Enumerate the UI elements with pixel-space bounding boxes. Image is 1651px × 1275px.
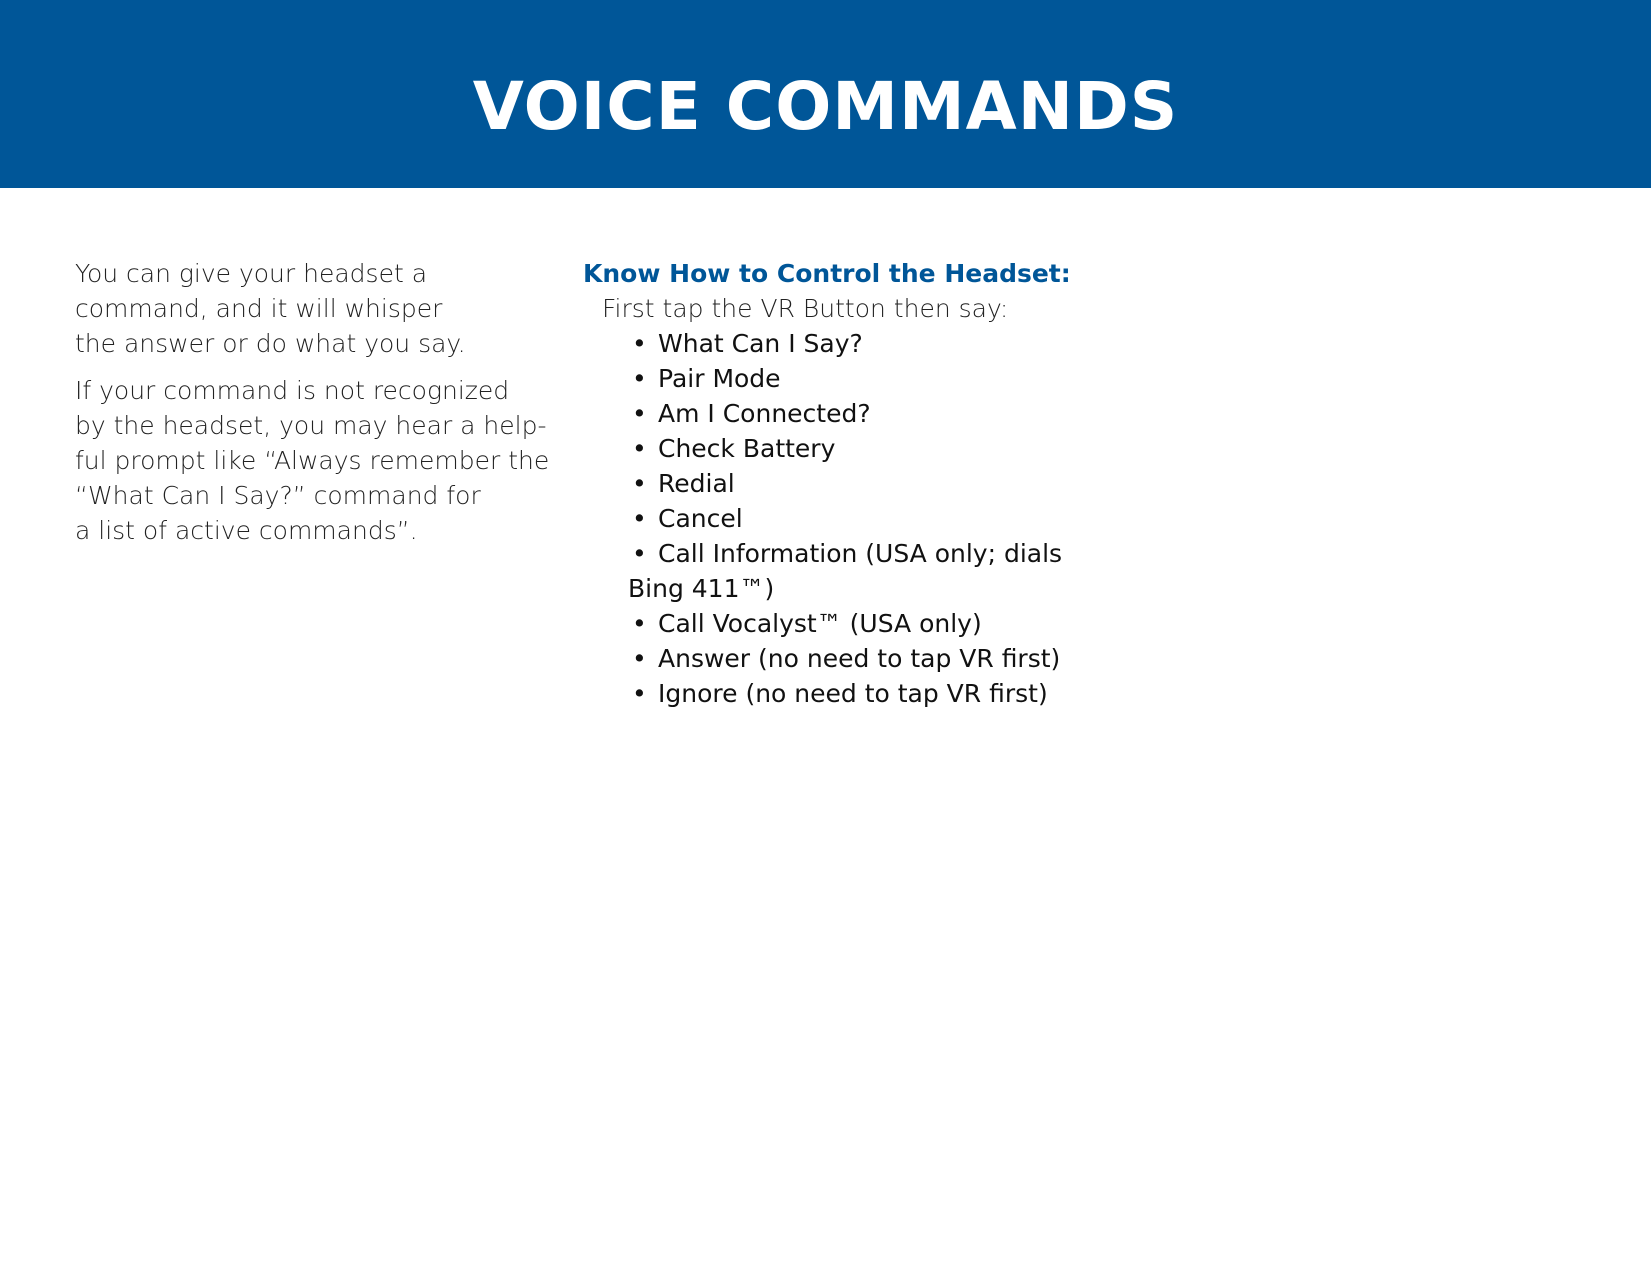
section-heading: Know How to Control the Headset:: [583, 259, 1071, 288]
voice-command-text: [628, 571, 1103, 606]
voice-command-label: What Can I Say?: [658, 329, 863, 358]
bullet-icon: •: [632, 644, 647, 673]
bullet-icon: •: [632, 434, 647, 463]
voice-command-text: [628, 536, 1103, 571]
voice-command-text: [628, 501, 1103, 536]
intro-column: [75, 256, 550, 560]
voice-command-item: [628, 641, 1103, 676]
voice-command-text: [628, 361, 1103, 396]
voice-command-label: Cancel: [658, 504, 743, 533]
bullet-icon: •: [632, 469, 647, 498]
voice-command-text: [628, 431, 1103, 466]
voice-command-item: [628, 676, 1103, 711]
bullet-icon: •: [632, 329, 647, 358]
bullet-icon: •: [632, 539, 647, 568]
voice-command-label: Check Battery: [658, 434, 836, 463]
text-line: by the headset, you may hear a help-: [75, 411, 547, 440]
voice-command-text: [628, 326, 1103, 361]
text-line: a list of active commands”.: [75, 516, 418, 545]
intro-paragraph: [75, 256, 545, 361]
text-line: ful prompt like “Always remember the: [75, 446, 550, 475]
voice-command-item: [628, 361, 1103, 396]
unrecognized-command-paragraph: [75, 373, 550, 548]
text-line: “What Can I Say?” command for: [75, 481, 481, 510]
voice-command-item: [628, 326, 1103, 361]
voice-command-label: Redial: [658, 469, 735, 498]
text-line: You can give your headset a: [75, 259, 428, 288]
header-band: [0, 0, 1651, 188]
voice-command-item: [628, 501, 1103, 536]
instruction-line: First tap the VR Button then say:: [602, 294, 1009, 323]
voice-command-text: [628, 396, 1103, 431]
voice-command-item: [628, 431, 1103, 466]
commands-column: [583, 256, 1103, 711]
voice-command-text: [628, 466, 1103, 501]
page-title: VOICE COMMANDS: [472, 68, 1179, 145]
voice-command-item: [628, 396, 1103, 431]
bullet-icon: •: [632, 609, 647, 638]
voice-command-label: Am I Connected?: [658, 399, 871, 428]
voice-command-label: Bing 411™): [628, 574, 775, 603]
text-line: If your command is not recognized: [75, 376, 510, 405]
voice-command-text: [628, 641, 1103, 676]
voice-command-label: Answer (no need to tap VR first): [658, 644, 1061, 673]
bullet-icon: •: [632, 399, 647, 428]
voice-command-text: [628, 676, 1103, 711]
voice-command-list: [583, 326, 1103, 711]
voice-command-item: [628, 606, 1103, 641]
voice-command-label: Ignore (no need to tap VR first): [658, 679, 1048, 708]
voice-command-item: [628, 536, 1103, 606]
voice-command-item: [628, 466, 1103, 501]
voice-command-label: Call Vocalyst™ (USA only): [658, 609, 982, 638]
text-line: the answer or do what you say.: [75, 329, 466, 358]
bullet-icon: •: [632, 679, 647, 708]
bullet-icon: •: [632, 364, 647, 393]
voice-command-label: Pair Mode: [658, 364, 781, 393]
bullet-icon: •: [632, 504, 647, 533]
voice-command-text: [628, 606, 1103, 641]
text-line: command, and it will whisper: [75, 294, 443, 323]
voice-command-label: Call Information (USA only; dials: [658, 539, 1063, 568]
